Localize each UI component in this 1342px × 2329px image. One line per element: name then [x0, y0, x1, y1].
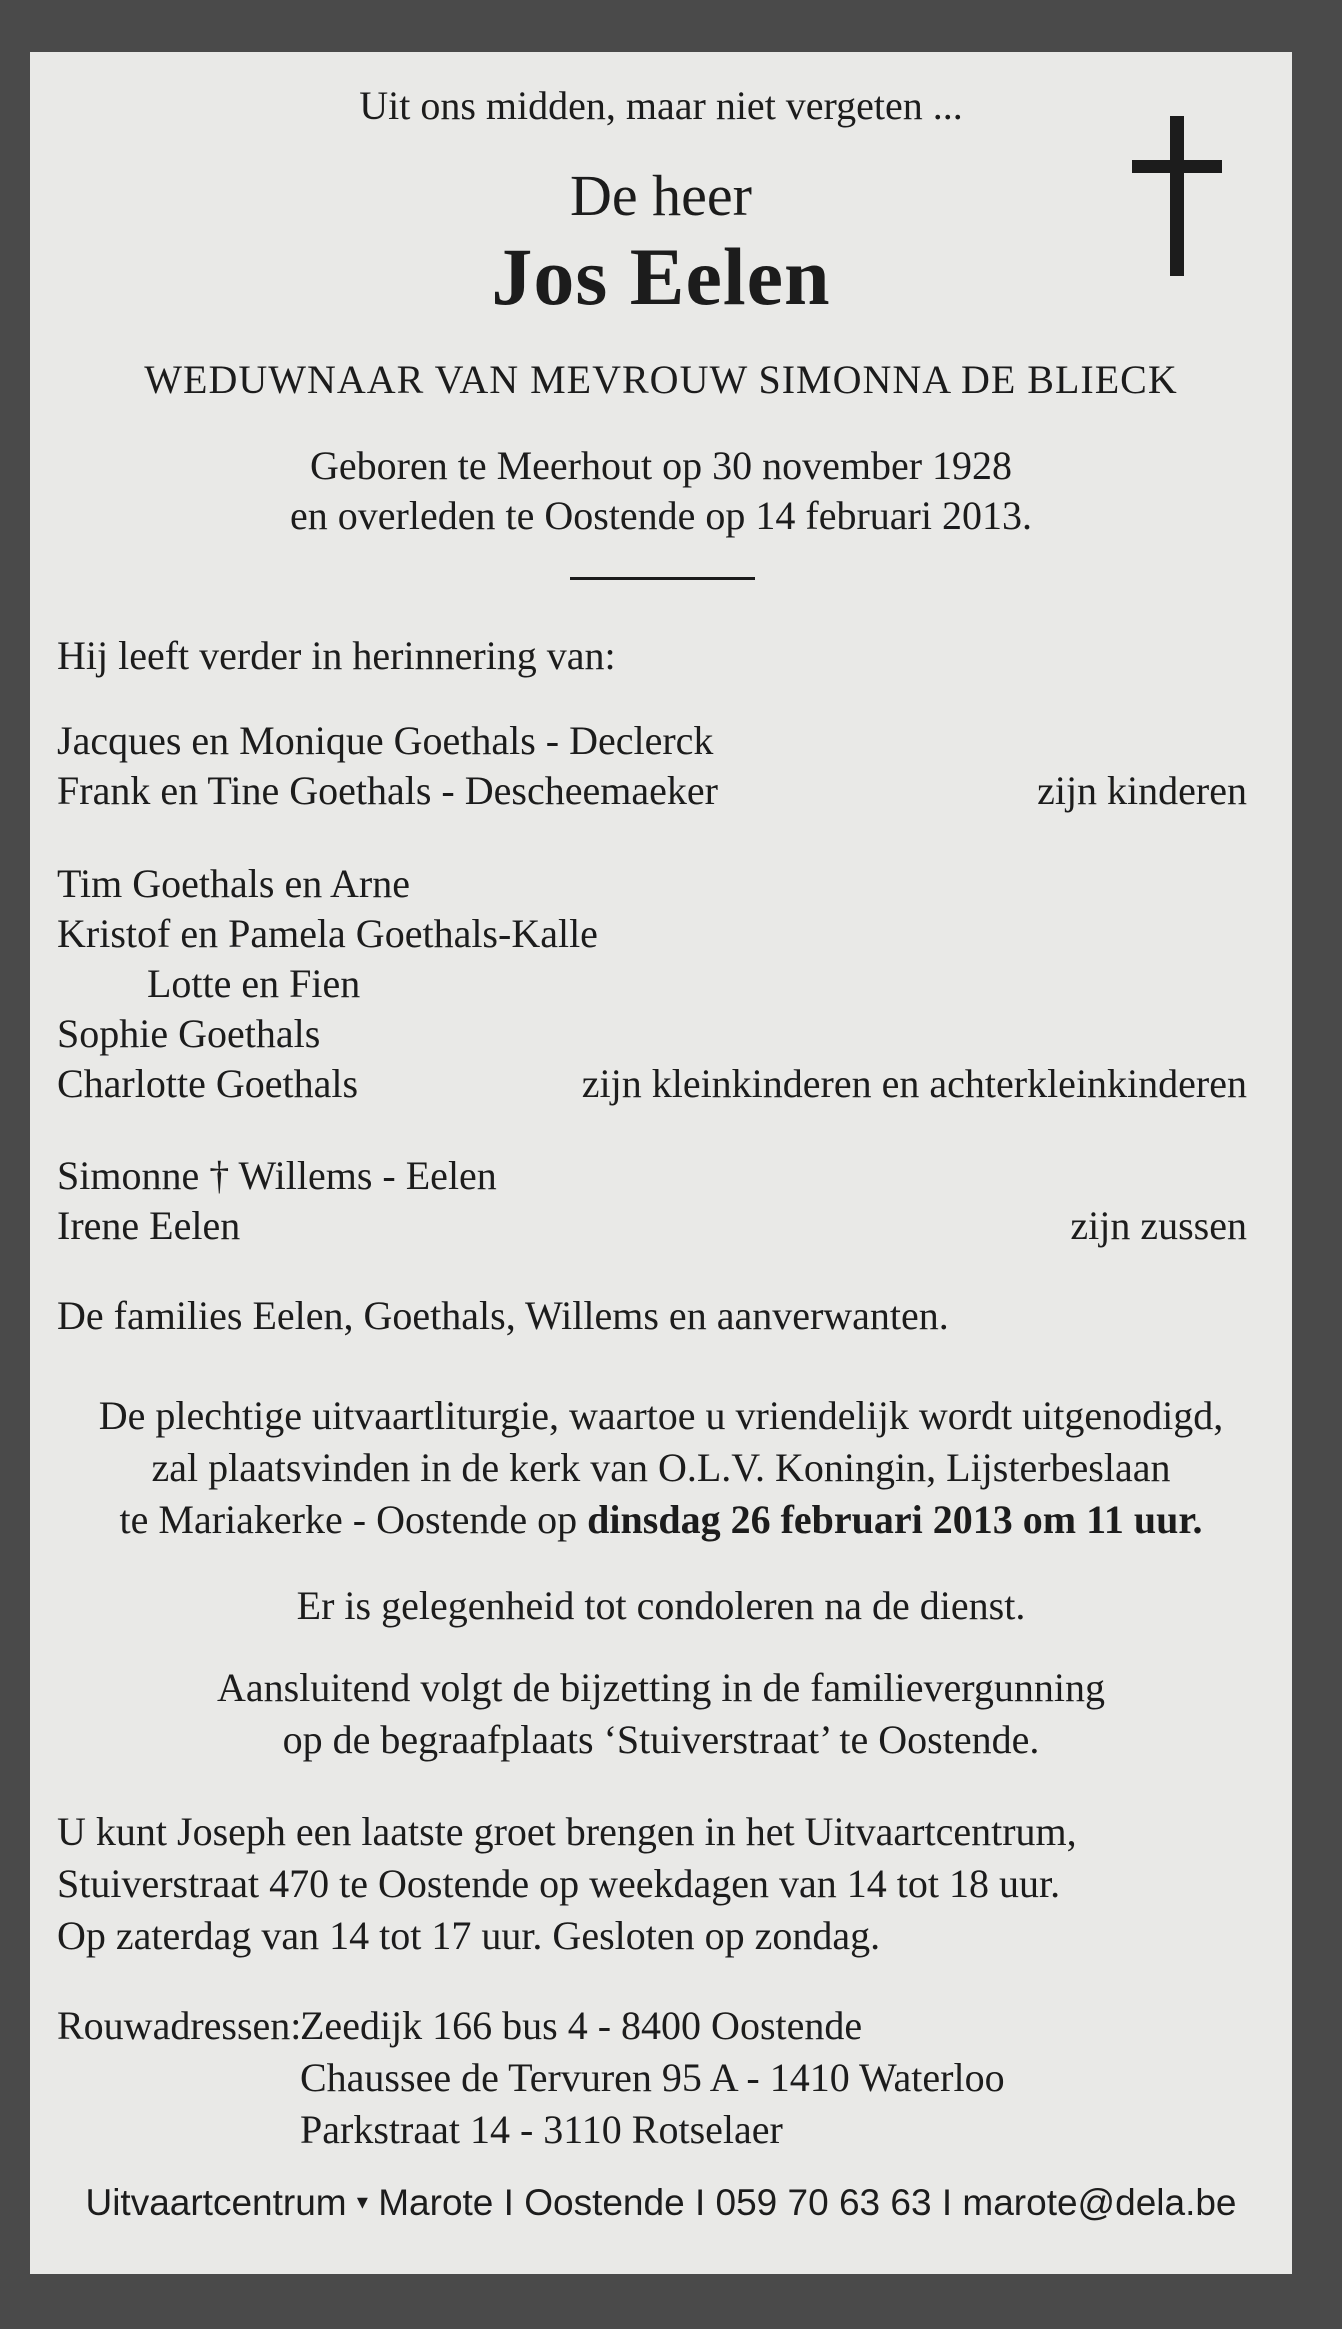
footer-phone: 059 70 63 63: [715, 2182, 932, 2223]
ceremony-line-2: zal plaatsvinden in de kerk van O.L.V. Koningin, Lijsterbeslaan: [151, 1445, 1171, 1490]
address-line: Zeedijk 166 bus 4 - 8400 Oostende: [300, 2003, 863, 2048]
sisters-label: zijn zussen: [1070, 1203, 1247, 1248]
grandchild-line: Kristof en Pamela Goethals-Kalle: [57, 911, 598, 956]
addresses-label: Rouwadressen:: [57, 2003, 302, 2048]
death-notice-card: [30, 52, 1292, 2274]
footer-separator: I: [503, 2182, 514, 2223]
footer-separator: I: [694, 2182, 706, 2223]
divider: [570, 577, 755, 580]
visit-line-3: Op zaterdag van 14 tot 17 uur. Gesloten op zondag.: [57, 1913, 881, 1958]
grandchild-line: Tim Goethals en Arne: [57, 861, 410, 906]
footer-name: Marote: [378, 2182, 494, 2223]
visit-line-1: U kunt Joseph een laatste groet brengen in het Uitvaartcentrum,: [57, 1809, 1077, 1854]
funeral-home-footer: [30, 2182, 1292, 2224]
deceased-name: Jos Eelen: [491, 231, 831, 322]
grandchild-line: Charlotte Goethals: [57, 1061, 359, 1106]
footer-city: Oostende: [524, 2182, 685, 2223]
child-line: Jacques en Monique Goethals - Declerck: [57, 718, 714, 763]
address-line: Chaussee de Tervuren 95 A - 1410 Waterloo: [300, 2055, 1005, 2100]
honorific-title: De heer: [570, 163, 752, 228]
grandchild-line: Sophie Goethals: [57, 1011, 321, 1056]
child-line: Frank en Tine Goethals - Descheemaeker: [57, 768, 718, 813]
footer-org: Uitvaartcentrum: [85, 2182, 347, 2223]
footer-email: marote@dela.be: [962, 2182, 1237, 2223]
address-line: Parkstraat 14 - 3110 Rotselaer: [300, 2107, 783, 2152]
sister-line: Irene Eelen: [57, 1203, 241, 1248]
sister-line: Simonne † Willems - Eelen: [57, 1153, 497, 1198]
footer-separator: I: [941, 2182, 953, 2223]
burial-line-2: op de begraafplaats ‘Stuiverstraat’ te Oostende.: [282, 1717, 1040, 1762]
families-line: De families Eelen, Goethals, Willems en aanverwanten.: [57, 1293, 949, 1338]
birth-line: Geboren te Meerhout op 30 november 1928: [309, 443, 1013, 488]
ceremony-line-3: [30, 1496, 1292, 1543]
grandchildren-label: zijn kleinkinderen en achterkleinkinderen: [581, 1061, 1247, 1106]
spouse-line: WEDUWNAAR VAN MEVROUW SIMONNA DE BLIECK: [144, 357, 1178, 402]
death-line: en overleden te Oostende op 14 februari 2013.: [290, 493, 1032, 538]
ceremony-date: dinsdag 26 februari 2013 om 11 uur.: [587, 1497, 1203, 1542]
family-intro: Hij leeft verder in herinnering van:: [57, 633, 616, 678]
children-label: zijn kinderen: [1037, 768, 1247, 813]
footer-marker: ▾: [356, 2189, 368, 2214]
grandchild-line: Lotte en Fien: [147, 961, 361, 1006]
condolence-line: Er is gelegenheid tot condoleren na de dienst.: [296, 1583, 1026, 1628]
burial-line-1: Aansluitend volgt de bijzetting in de familievergunning: [217, 1665, 1105, 1710]
motto: Uit ons midden, maar niet vergeten ...: [359, 83, 963, 128]
ceremony-line-1: De plechtige uitvaartliturgie, waartoe u vriendelijk wordt uitgenodigd,: [98, 1393, 1224, 1438]
ceremony-place: te Mariakerke - Oostende op: [119, 1497, 578, 1542]
visit-line-2: Stuiverstraat 470 te Oostende op weekdagen van 14 tot 18 uur.: [57, 1861, 1061, 1906]
